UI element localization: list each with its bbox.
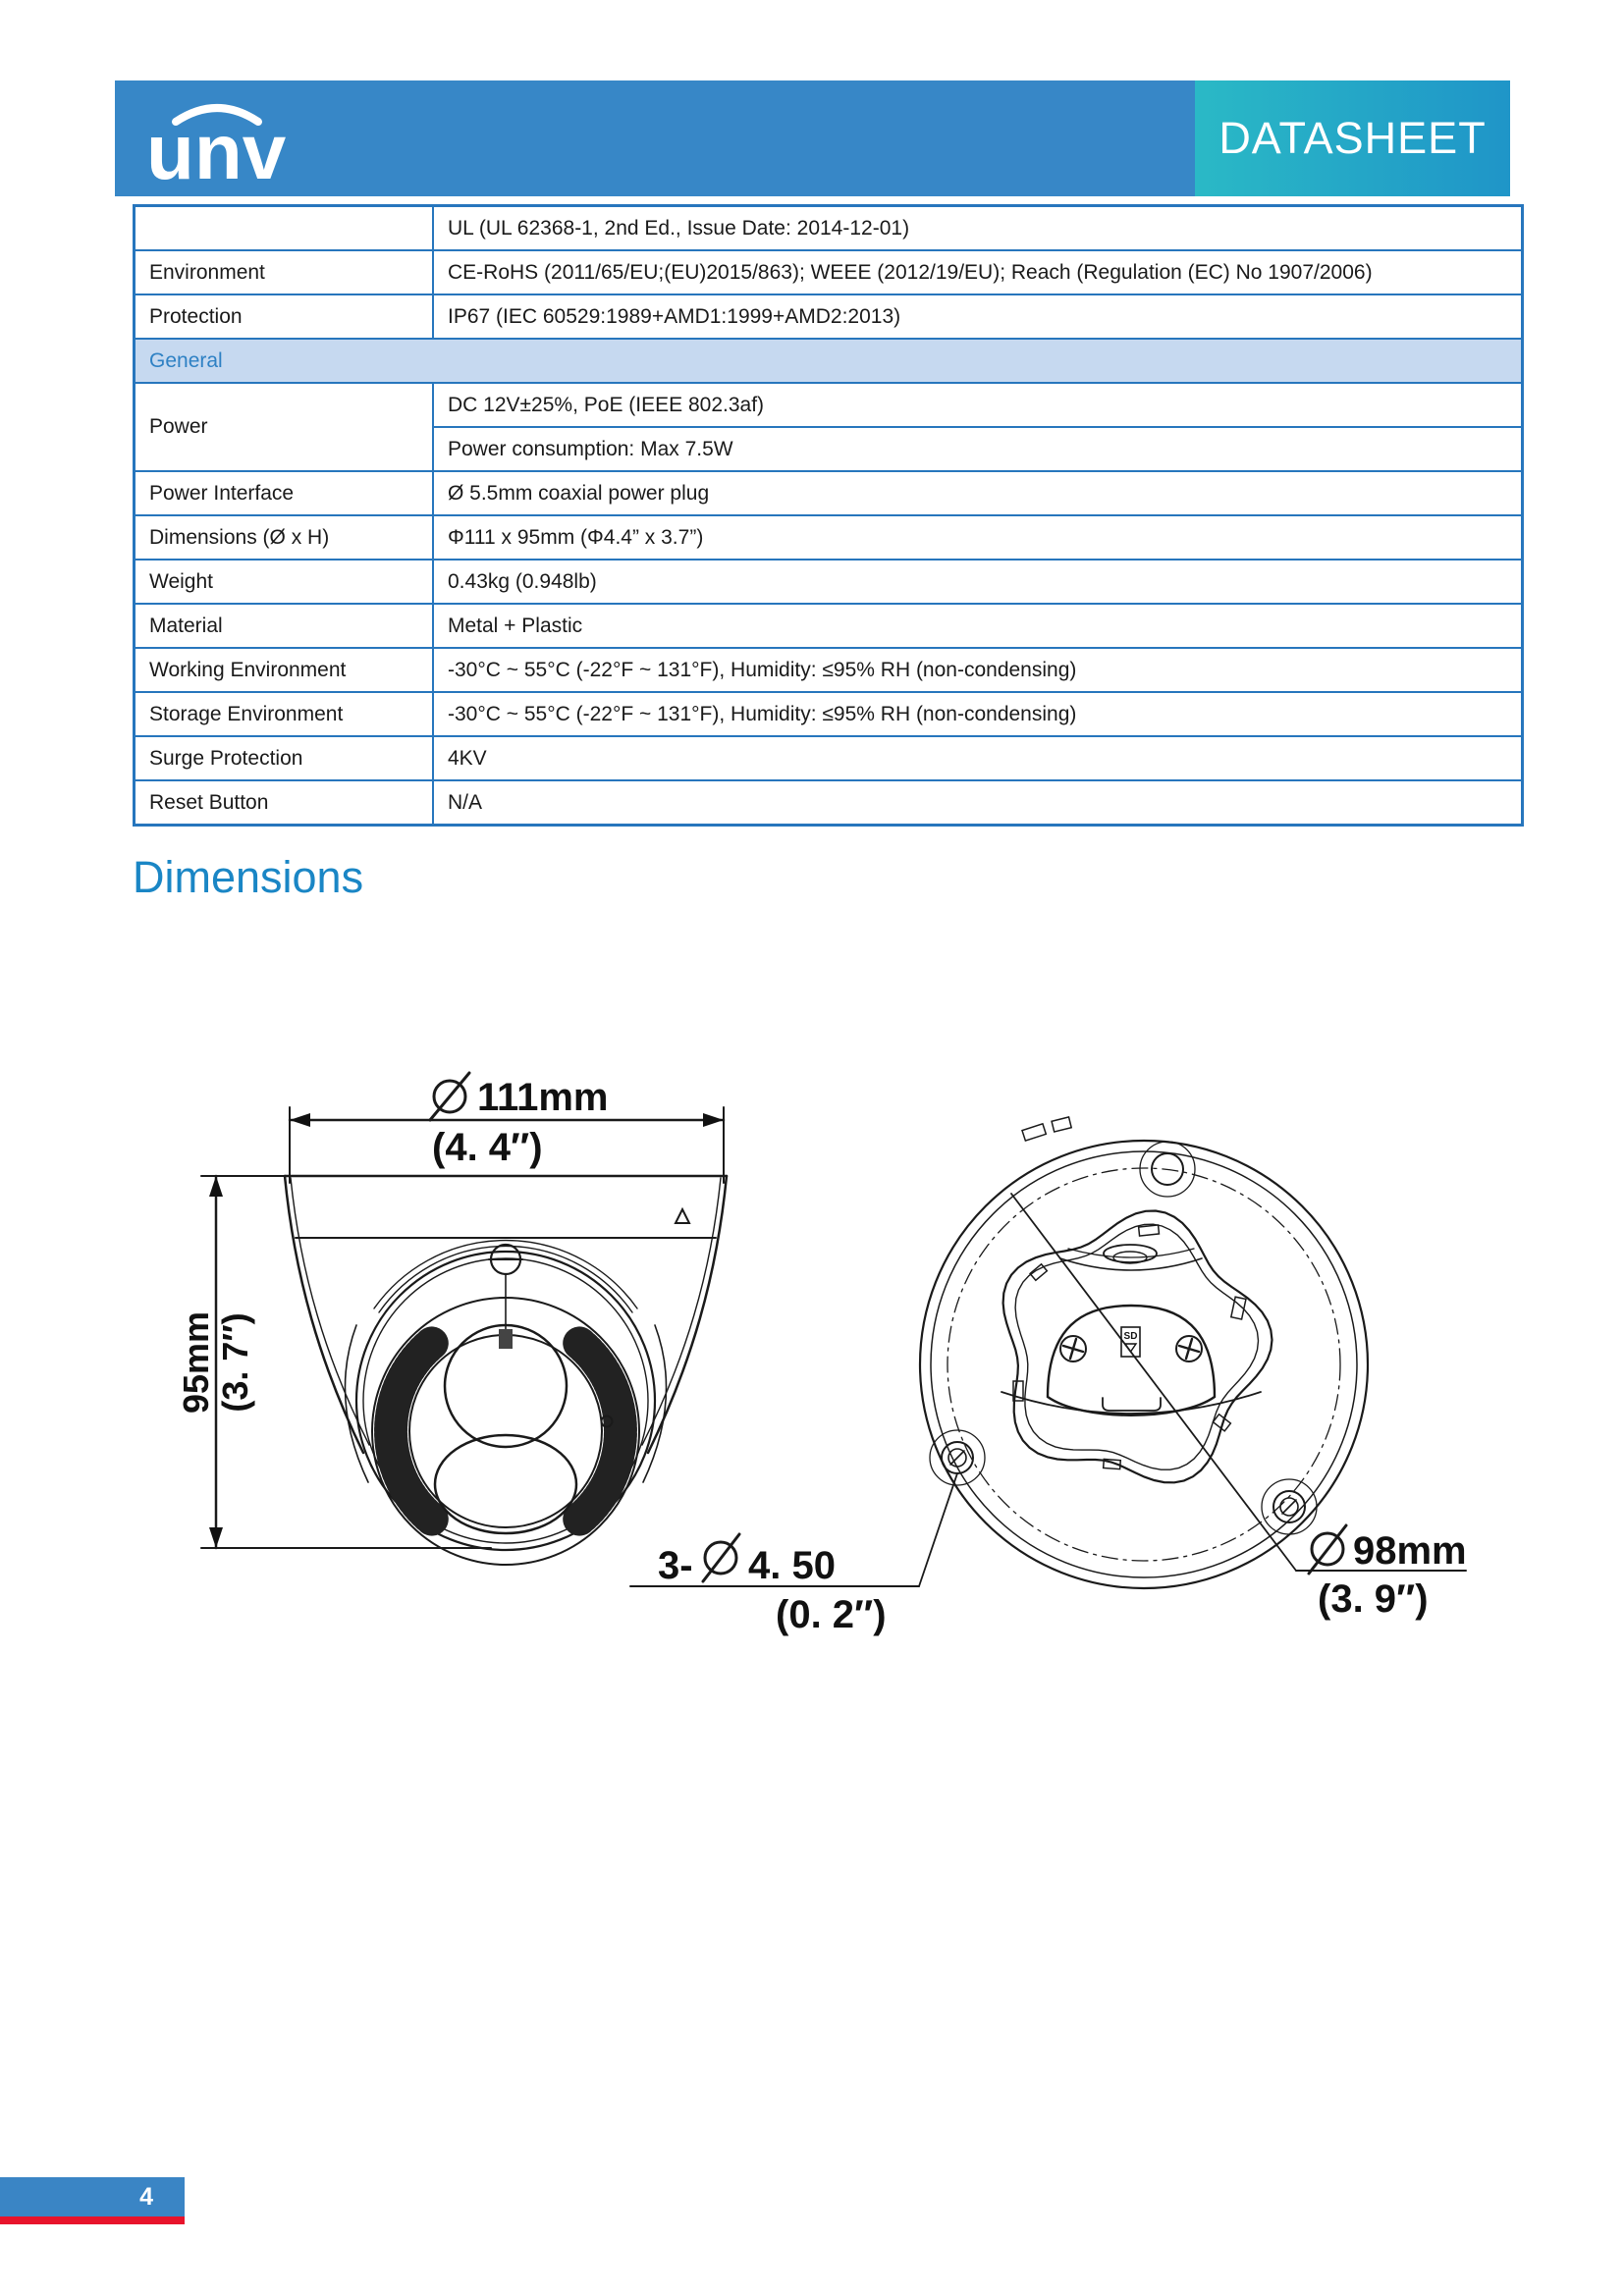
table-row — [135, 471, 1523, 515]
base-diameter-inch-label: (3. 9″) — [1318, 1577, 1429, 1621]
spec-label: Surge Protection — [135, 736, 434, 780]
holes-diameter-inch-label: (0. 2″) — [776, 1593, 887, 1636]
spec-label: Working Environment — [135, 648, 434, 692]
spec-value: 4KV — [433, 736, 1523, 780]
spec-label: Weight — [135, 560, 434, 604]
footer-red-line — [0, 2216, 185, 2224]
holes-count-label: 3- — [658, 1544, 693, 1587]
spec-value: Ø 5.5mm coaxial power plug — [433, 471, 1523, 515]
section-header: General — [135, 339, 1523, 383]
table-section-row — [135, 339, 1523, 383]
table-row — [135, 250, 1523, 294]
spec-value: CE-RoHS (2011/65/EU;(EU)2015/863); WEEE (2012/19/EU); Reach (Regulation (EC) No 1907/2006) — [433, 250, 1523, 294]
spec-value: Φ111 x 95mm (Φ4.4” x 3.7”) — [433, 515, 1523, 560]
table-row — [135, 692, 1523, 736]
spec-value: UL (UL 62368-1, 2nd Ed., Issue Date: 2014-12-01) — [433, 206, 1523, 251]
table-row — [135, 560, 1523, 604]
front-height-label: 95mm — [176, 1310, 216, 1415]
unv-logo-icon — [138, 92, 286, 191]
table-row — [135, 736, 1523, 780]
spec-label: Material — [135, 604, 434, 648]
spec-value: IP67 (IEC 60529:1989+AMD1:1999+AMD2:2013) — [433, 294, 1523, 339]
table-row — [135, 206, 1523, 251]
bottom-view-drawing — [630, 1117, 1467, 1636]
spec-label: Dimensions (Ø x H) — [135, 515, 434, 560]
holes-diameter-label: 4. 50 — [748, 1544, 836, 1587]
dimension-drawings — [128, 1041, 1532, 1693]
spec-label: Power — [135, 383, 434, 471]
spec-label: Environment — [135, 250, 434, 294]
unv-logo-text: unv — [146, 108, 286, 187]
spec-label: Power Interface — [135, 471, 434, 515]
dimensions-heading: Dimensions — [133, 852, 364, 902]
spec-value: DC 12V±25%, PoE (IEEE 802.3af) — [433, 383, 1523, 427]
spec-label: Protection — [135, 294, 434, 339]
spec-label: Storage Environment — [135, 692, 434, 736]
table-row — [135, 294, 1523, 339]
front-diameter-inch-label: (4. 4″) — [432, 1126, 543, 1169]
table-row — [135, 515, 1523, 560]
header-bar — [115, 80, 1510, 196]
spec-label: Reset Button — [135, 780, 434, 826]
spec-table — [133, 204, 1524, 827]
page-number-badge — [0, 2177, 185, 2216]
spec-value: Power consumption: Max 7.5W — [433, 427, 1523, 471]
table-row — [135, 383, 1523, 427]
front-height-inch-label: (3. 7″) — [215, 1312, 255, 1413]
sd-label: SD — [1123, 1331, 1138, 1342]
page-number: 4 — [139, 2182, 153, 2211]
spec-value: 0.43kg (0.948lb) — [433, 560, 1523, 604]
spec-value: -30°C ~ 55°C (-22°F ~ 131°F), Humidity: ≤95% RH (non-condensing) — [433, 648, 1523, 692]
spec-value: -30°C ~ 55°C (-22°F ~ 131°F), Humidity: ≤95% RH (non-condensing) — [433, 692, 1523, 736]
front-view-drawing — [176, 1073, 727, 1565]
spec-value: Metal + Plastic — [433, 604, 1523, 648]
table-row — [135, 648, 1523, 692]
datasheet-badge: DATASHEET — [1195, 80, 1510, 196]
base-diameter-label: 98mm — [1353, 1529, 1467, 1573]
table-row — [135, 780, 1523, 826]
flower-inner — [1015, 1224, 1258, 1469]
spec-label — [135, 206, 434, 251]
spec-value: N/A — [433, 780, 1523, 826]
table-row — [135, 604, 1523, 648]
front-diameter-label: 111mm — [477, 1076, 609, 1119]
